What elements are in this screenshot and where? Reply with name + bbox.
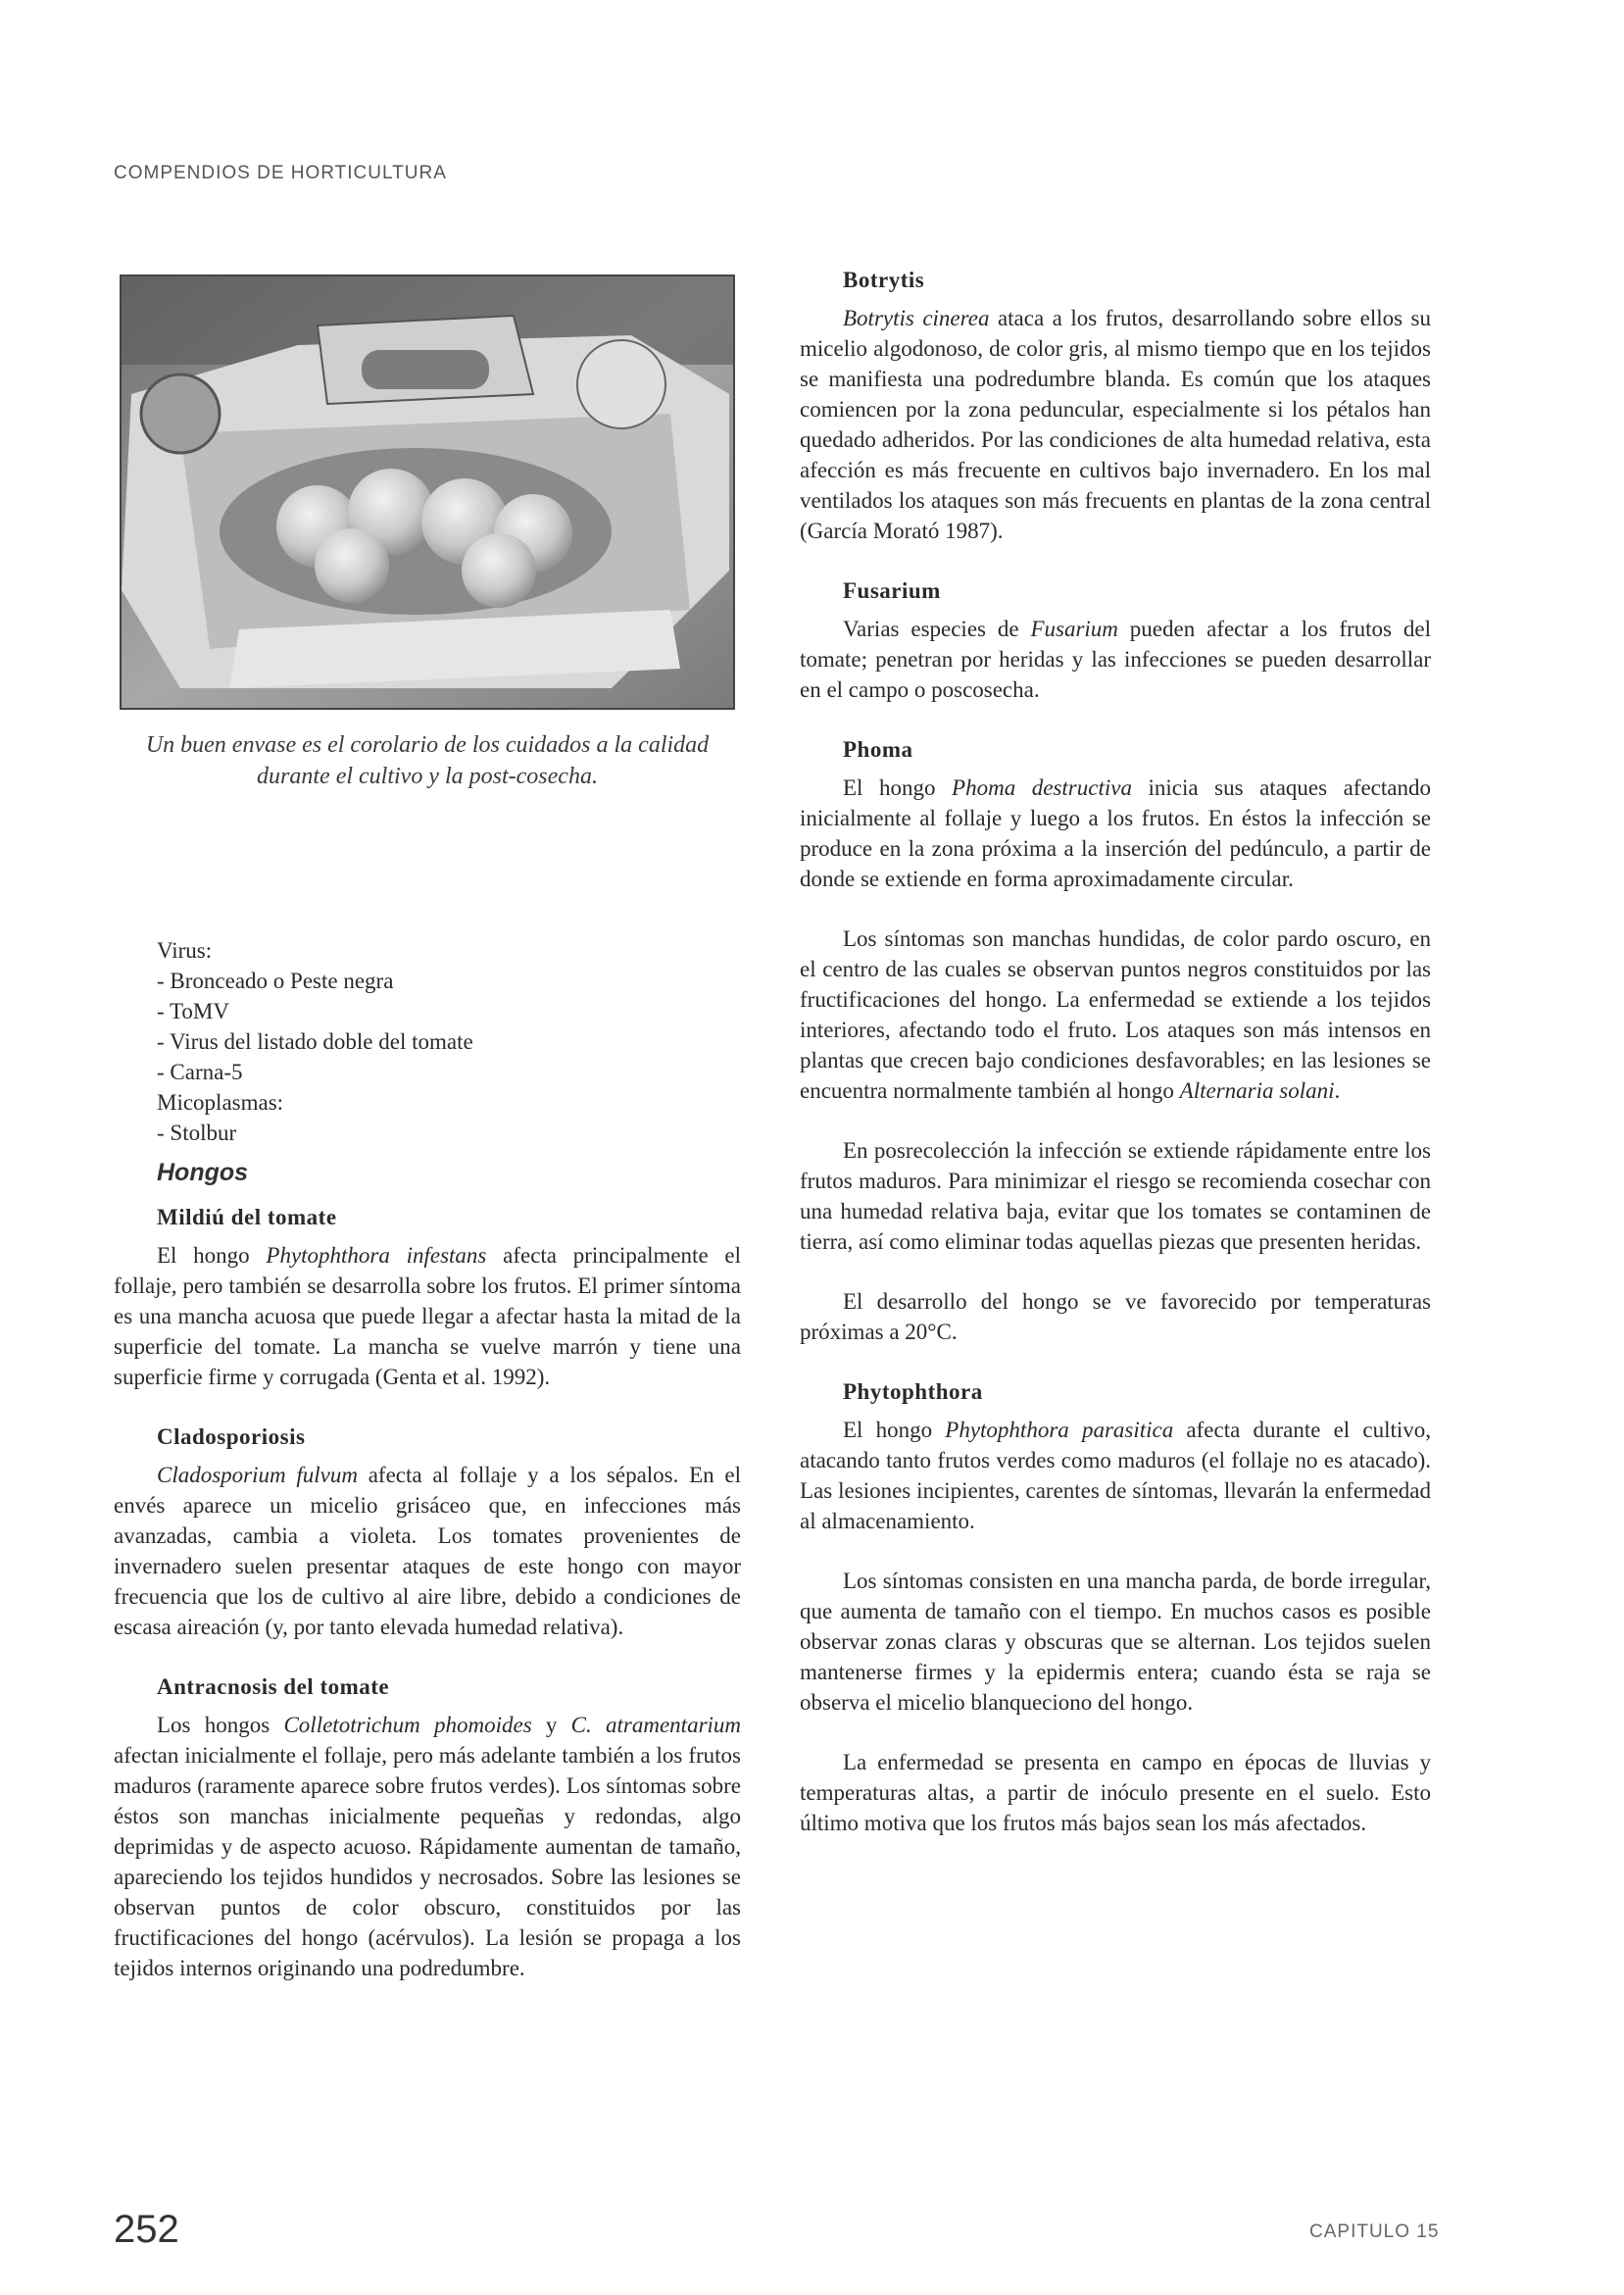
paragraph: El hongo Phoma destructiva inicia sus ataques afectando inicialmente al follaje y luego a los frutos. En éstos la infección se produce en la zona próxima a la inserción del pedúnculo, a partir de donde se extiende en forma aproximadamente circular. [800,775,1431,891]
paragraph: Botrytis cinerea ataca a los frutos, desarrollando sobre ellos su micelio algodonoso, de color gris, al mismo tiempo que en los tejidos se manifiesta una podredumbre blanda. Es común que los ataques comiencen por la zona peduncular, especialmente si los pétalos han quedado adheridos. Por las condiciones de alta humedad relativa, esta afección es más frecuente en cultivos bajo invernadero. En los mal ventilados los ataques son más frecuents en plantas de la zona central (García Morató 1987). [800,306,1431,543]
photo-caption: Un buen envase es el corolario de los cuidados a la calidad durante el cultivo y la post-cosecha. [145,732,710,789]
paragraph: El hongo Phytophthora infestans afecta principalmente el follaje, pero también se desarrolla sobre los frutos. El primer síntoma es una mancha acuosa que puede llegar a afectar hasta la mitad de la superficie del tomate. La mancha se vuelve marrón y tiene una superficie firme y corrugada (Genta et al. 1992). [114,1243,741,1389]
page-number: 252 [114,2208,179,2251]
list-item: - Carna-5 [157,1060,243,1084]
heading-cladosporiosis: Cladosporiosis [157,1424,306,1449]
heading-phytophthora: Phytophthora [843,1379,983,1404]
paragraph: La enfermedad se presenta en campo en épocas de lluvias y temperaturas altas, a partir de inóculo presente en el suelo. Esto último motiva que los frutos más bajos sean los más afectados. [800,1750,1431,1835]
paragraph: Los hongos Colletotrichum phomoides y C. atramentarium afectan inicialmente el follaje, pero más adelante también a los frutos maduros (raramente aparece sobre frutos verdes). Los síntomas sobre éstos son manchas inicialmente pequeñas y redondas, algo deprimidas y de aspecto acuoso. Rápidamente aumentan de tamaño, apareciendo los tejidos hundidos y necrosados. Sobre las lesiones se observan puntos de color obscuro, constituidos por las fructificaciones del hongo (acérvulos). La lesión se propaga a los tejidos internos originando una podredumbre. [114,1713,742,1980]
tomato-box-illustration [122,276,735,710]
list-item: - Stolbur [157,1121,237,1145]
heading-fusarium: Fusarium [843,578,941,603]
left-column [114,935,741,1983]
paragraph: Los síntomas consisten en una mancha parda, de borde irregular, que aumenta de tamaño con el tiempo. En muchos casos es posible observar zonas claras y obscuras que se alternan. Los tejidos suelen mantenerse firmes y la epidermis entera; cuando ésta se raja se observa el micelio blanqueciono del hongo. [800,1569,1431,1715]
virus-label: Virus: [157,938,213,963]
paragraph: Cladosporium fulvum afecta al follaje y a los sépalos. En el envés aparece un micelio grisáceo que, en infecciones más avanzadas, cambia a violeta. Los tomates provenientes de invernadero suelen presentar ataques de este hongo con mayor frecuencia que los de cultivo al aire libre, debido a condiciones de escasa aireación (y, por tanto elevada humedad relativa). [114,1463,741,1639]
heading-phoma: Phoma [843,737,913,762]
paragraph: El desarrollo del hongo se ve favorecido por temperaturas próximas a 20°C. [800,1289,1431,1344]
section-title-hongos: Hongos [157,1159,249,1186]
heading-antracnosis: Antracnosis del tomate [157,1674,390,1699]
micoplasmas-label: Micoplasmas: [157,1090,284,1115]
running-header: COMPENDIOS DE HORTICULTURA [114,163,447,183]
heading-mildiu: Mildiú del tomate [157,1205,337,1229]
right-column [800,265,1431,1838]
paragraph: Los síntomas son manchas hundidas, de color pardo oscuro, en el centro de las cuales se observan puntos negros constituidos por las fructificaciones del hongo. La enfermedad se extiende a los tejidos interiores, afectando todo el fruto. Los ataques son más intensos en plantas que crecen bajo condiciones desfavorables; en las lesiones se encuentra normalmente también al hongo Alternaria solani. [800,926,1431,1103]
paragraph: En posrecolección la infección se extiende rápidamente entre los frutos maduros. Para minimizar el riesgo se recomienda cosechar con una humedad relativa baja, evitar que los tomates se contaminen de tierra, así como eliminar todas aquellas piezas que presenten heridas. [800,1138,1431,1254]
heading-botrytis: Botrytis [843,268,925,292]
paragraph: Varias especies de Fusarium pueden afectar a los frutos del tomate; penetran por heridas y las infecciones se pueden desarrollar en el campo o poscosecha. [800,617,1431,702]
packaging-photo [120,274,735,710]
list-item: - ToMV [157,999,229,1023]
list-item: - Virus del listado doble del tomate [157,1029,473,1054]
chapter-label: CAPITULO 15 [1309,2221,1440,2242]
paragraph: El hongo Phytophthora parasitica afecta durante el cultivo, atacando tanto frutos verdes como maduros (el follaje no es atacado). Las lesiones incipientes, carentes de síntomas, llevarán la enfermedad al almacenamiento. [800,1418,1431,1533]
list-item: - Bronceado o Peste negra [157,969,394,993]
